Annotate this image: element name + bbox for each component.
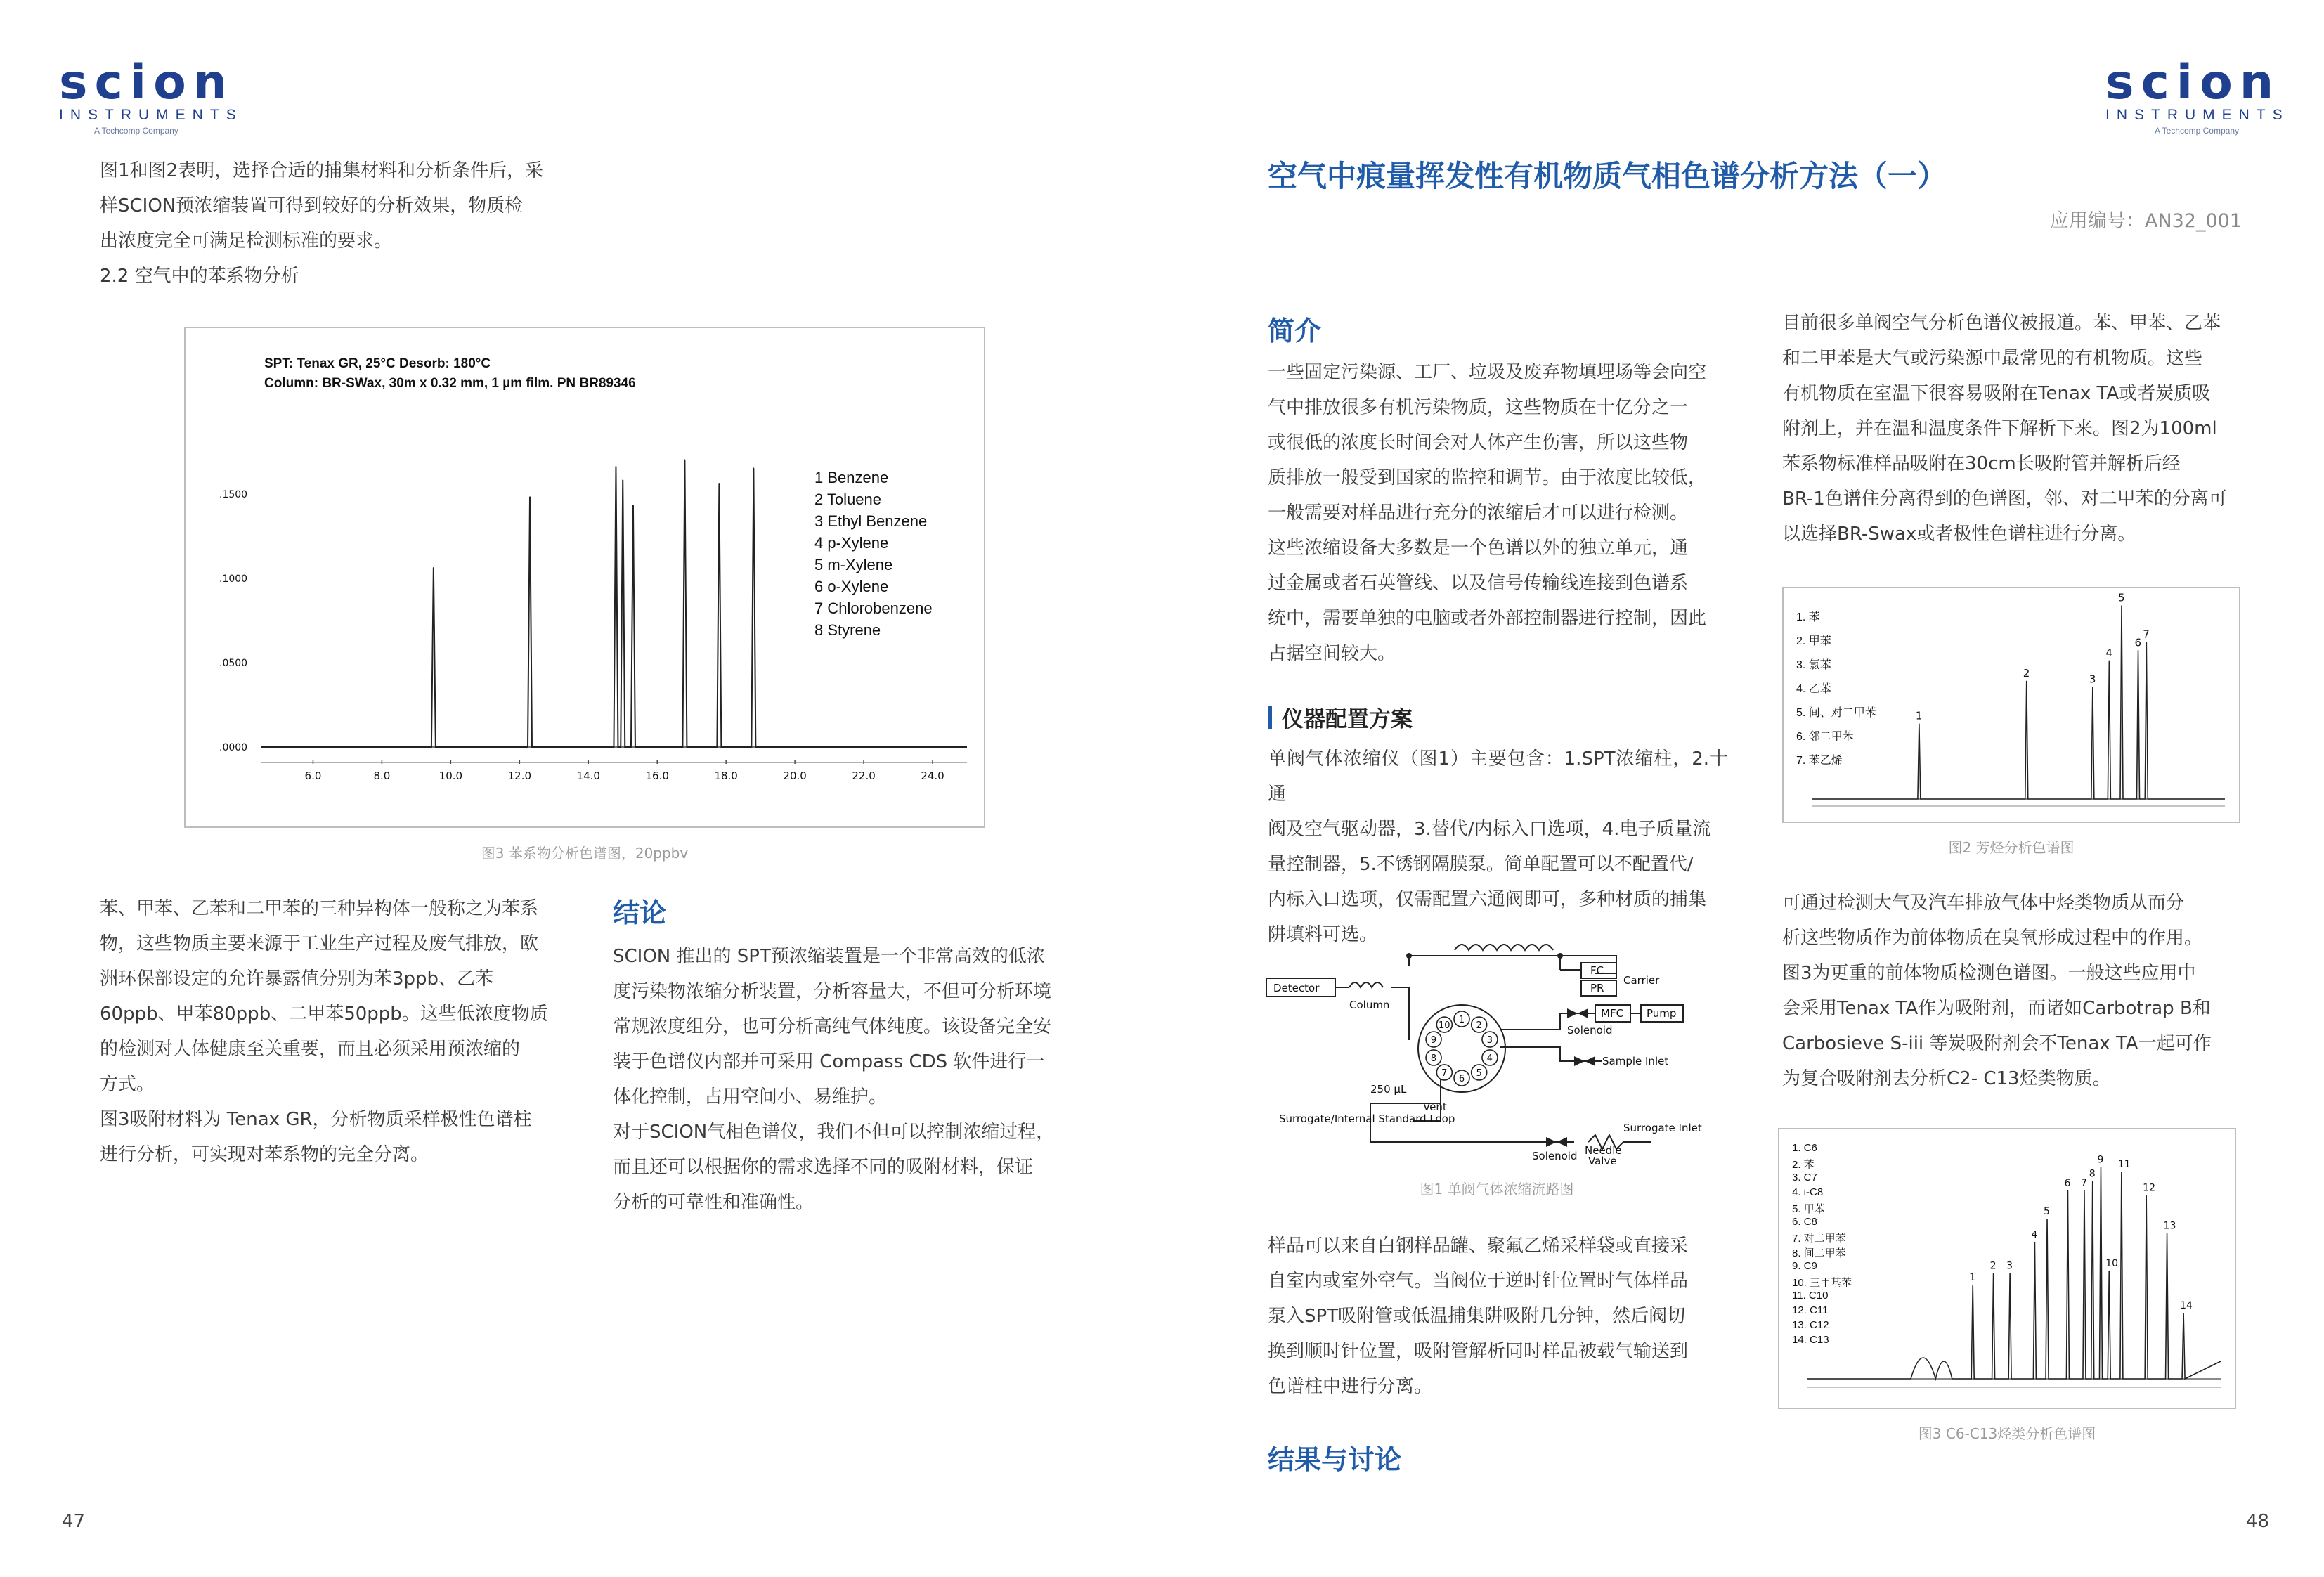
peak-point — [632, 505, 634, 506]
valve-port-number: 10 — [1439, 1020, 1450, 1032]
text-line: 目前很多单阀空气分析色谱仪被报道。苯、甲苯、乙苯 — [1782, 313, 2221, 334]
intro-heading: 简介 — [1268, 316, 1322, 346]
text-line: 以选择BR-Swax或者极性色谱柱进行分离。 — [1782, 524, 2136, 545]
peak-label: 5 — [2044, 1206, 2050, 1218]
text-line: Carbosieve S-iii 等炭吸附剂会不Tenax TA一起可作 — [1782, 1033, 2212, 1054]
right-column-2b — [1782, 885, 2242, 1096]
legend-item: 4. i-C8 — [1792, 1186, 1824, 1198]
legend-item: 2 Toluene — [814, 491, 882, 508]
hydrocarbon-chromatogram-figure — [1778, 1128, 2236, 1409]
chromatogram-trace — [1812, 606, 2225, 800]
legend-item: 13. C12 — [1792, 1319, 1829, 1331]
y-tick-label: .0000 — [219, 742, 248, 753]
text-line: 60ppb、甲苯80ppb、二甲苯50ppb。这些低浓度物质 — [100, 1004, 548, 1025]
peak-label: 6 — [2064, 1178, 2071, 1189]
legend-item: 5. 间、对二甲苯 — [1796, 707, 1876, 719]
legend-item: 3. C7 — [1792, 1172, 1817, 1183]
left-intro — [100, 153, 578, 294]
carrier-label: Carrier — [1623, 974, 1660, 987]
x-tick-label: 18.0 — [714, 770, 738, 782]
peak-point — [719, 483, 720, 484]
text-line: 泵入SPT吸附管或低温捕集阱吸附几分钟，然后阀切 — [1268, 1306, 1686, 1327]
valve-port-number: 8 — [1430, 1053, 1437, 1064]
peak-label: 13 — [2163, 1220, 2176, 1232]
text-line: 出浓度完全可满足检测标准的要求。 — [100, 231, 393, 252]
text-line: 这些浓缩设备大多数是一个色谱以外的独立单元，通 — [1268, 538, 1689, 559]
peak-label: 1 — [1915, 709, 1923, 722]
peak-label: 12 — [2143, 1182, 2155, 1194]
text-line: 一般需要对样品进行充分的浓缩后才可以进行检测。 — [1268, 502, 1689, 524]
text-line: 换到顺时针位置，吸附管解析同时样品被载气输送到 — [1268, 1341, 1689, 1362]
legend-item: 7 Chlorobenzene — [814, 599, 933, 617]
peak-label: 6 — [2134, 636, 2142, 649]
column-label: Column — [1349, 999, 1390, 1011]
text-line: 为复合吸附剂去分析C2- C13烃类物质。 — [1782, 1068, 2111, 1089]
peak-label: 10 — [2105, 1257, 2119, 1269]
config-heading: 仪器配置方案 — [1282, 707, 1413, 732]
text-line: 一些固定污染源、工厂、垃圾及废弃物填埋场等会向空 — [1268, 362, 1707, 383]
text-line: 阀及空气驱动器，3.替代/内标入口选项，4.电子质量流 — [1268, 819, 1711, 840]
legend-item: 4 p-Xylene — [814, 534, 889, 552]
peak-label: 5 — [2118, 591, 2125, 604]
text-line: 自室内或室外空气。当阀位于逆时针位置时气体样品 — [1268, 1271, 1689, 1292]
x-tick-label: 12.0 — [507, 770, 532, 782]
legend-item: 6. C8 — [1792, 1216, 1817, 1228]
intro-text — [1268, 355, 1728, 671]
x-tick-label: 16.0 — [645, 770, 669, 782]
results-heading: 结果与讨论 — [1268, 1444, 1402, 1475]
text-line: 的检测对人体健康至关重要，而且必须采用预浓缩的 — [100, 1039, 521, 1060]
legend-item: 6. 邻二甲苯 — [1796, 731, 1854, 743]
x-tick-label: 24.0 — [921, 770, 944, 782]
legend-item: 7. 对二甲苯 — [1792, 1233, 1846, 1245]
y-tick-label: .1000 — [219, 573, 248, 585]
benzene-chromatogram-figure — [184, 327, 985, 828]
peak-label: 11 — [2117, 1159, 2131, 1171]
text-line: 进行分析，可实现对苯系物的完全分离。 — [100, 1144, 429, 1165]
valve-port-number: 3 — [1486, 1035, 1493, 1046]
legend-item: 1. 苯 — [1796, 611, 1820, 623]
peak-label: 8 — [2089, 1168, 2096, 1180]
peak-label: 1 — [1969, 1272, 1976, 1283]
valve-port-number: 5 — [1476, 1067, 1482, 1079]
volume-label: 250 µL — [1370, 1083, 1407, 1096]
valve-label: Valve — [1588, 1155, 1617, 1167]
legend-item: 3 Ethyl Benzene — [814, 512, 928, 530]
y-tick-label: .1500 — [219, 489, 248, 500]
application-number: 应用编号：AN32_001 — [2049, 210, 2242, 232]
text-line: 对于SCION气相色谱仪，我们不但可以控制浓缩过程， — [613, 1122, 1055, 1143]
text-line: 可通过检测大气及汽车排放气体中烃类物质从而分 — [1782, 893, 2185, 914]
left-column-2 — [613, 939, 1070, 1220]
text-line: 物，这些物质主要来源于工业生产过程及废气排放，欧 — [100, 933, 539, 954]
text-line: 图3为更重的前体物质检测色谱图。一般这些应用中 — [1782, 963, 2196, 984]
legend-item: 2. 甲苯 — [1796, 635, 1831, 647]
logo-tagline: A Techcomp Company — [2155, 126, 2239, 136]
valve-port-number: 9 — [1430, 1035, 1437, 1046]
y-tick-label: .0500 — [219, 658, 248, 669]
text-line: 和二甲苯是大气或污染源中最常见的有机物质。这些 — [1782, 348, 2203, 369]
logo-wordmark: scion — [59, 55, 235, 110]
text-line: 2.2 空气中的苯系物分析 — [100, 266, 299, 287]
chromatogram-trace — [1807, 1167, 2221, 1380]
left-column-1 — [100, 891, 555, 1172]
valve-port-number: 6 — [1458, 1074, 1465, 1084]
legend-item: 2. 苯 — [1792, 1159, 1815, 1171]
legend-item: 1. C6 — [1792, 1142, 1817, 1154]
text-line: 样SCION预浓缩装置可得到较好的分析效果，物质检 — [100, 195, 524, 216]
text-line: 苯、甲苯、乙苯和二甲苯的三种异构体一般称之为苯系 — [100, 898, 539, 919]
solenoid-label: Solenoid — [1567, 1024, 1613, 1037]
page-number-right: 48 — [2246, 1511, 2270, 1532]
chart-legend — [814, 469, 976, 651]
logo-name: INSTRUMENTS — [2105, 107, 2290, 123]
detector-label: Detector — [1273, 982, 1320, 994]
peak-label: 2 — [2023, 666, 2030, 680]
hydrocarbon-chromatogram-chart — [1779, 1129, 2235, 1408]
peak-label: 3 — [2089, 673, 2096, 686]
legend-item: 7. 苯乙烯 — [1796, 755, 1843, 767]
config-heading-bar — [1268, 706, 1272, 729]
config-text — [1268, 741, 1728, 952]
solenoid-label-2: Solenoid — [1532, 1150, 1578, 1162]
legend-item: 5. 甲苯 — [1792, 1203, 1825, 1215]
x-tick-label: 22.0 — [852, 770, 876, 782]
figure-caption: 图3 C6-C13烃类分析色谱图 — [1918, 1425, 2096, 1442]
valve-port-number: 7 — [1441, 1067, 1448, 1079]
legend-item: 12. C11 — [1792, 1304, 1829, 1316]
text-line: 装于色谱仪内部并可采用 Compass CDS 软件进行一 — [613, 1051, 1045, 1072]
line-top — [1409, 956, 1560, 970]
figure-caption: 图2 芳烃分析色谱图 — [1948, 839, 2075, 856]
text-line: 过金属或者石英管线、以及信号传输线连接到色谱系 — [1268, 573, 1689, 594]
peak-label: 2 — [1989, 1260, 1997, 1272]
legend-item: 10. 三甲基苯 — [1792, 1277, 1852, 1289]
text-line: 会采用Tenax TA作为吸附剂，而诸如Carbotrap B和 — [1782, 998, 2211, 1019]
valve-port-number: 1 — [1458, 1015, 1465, 1025]
logo-name: INSTRUMENTS — [59, 107, 243, 123]
peak-point — [529, 496, 531, 498]
x-tick-label: 20.0 — [783, 770, 807, 782]
x-tick-label: 6.0 — [304, 770, 322, 782]
peak-label: 7 — [2080, 1178, 2087, 1189]
needle-label: Needle — [1585, 1144, 1622, 1157]
peak-label: 4 — [2105, 646, 2112, 659]
text-line: 气中排放很多有机污染物质，这些物质在十亿分之一 — [1268, 397, 1689, 418]
flow-path-diagram — [1265, 935, 1729, 1167]
right-column-2 — [1782, 306, 2242, 552]
peak-label: 14 — [2180, 1300, 2193, 1312]
aromatics-chromatogram-figure — [1782, 587, 2240, 823]
loop-label: Surrogate/Internal Standard Loop — [1279, 1112, 1455, 1125]
text-line: 或很低的浓度长时间会对人体产生伤害，所以这些物 — [1268, 432, 1689, 453]
text-line: 附剂上，并在温和温度条件下解析下来。图2为100ml — [1782, 418, 2217, 439]
text-line: 质排放一般受到国家的监控和调节。由于浓度比较低， — [1268, 467, 1707, 488]
scion-logo-left — [59, 55, 243, 136]
peak-point — [616, 466, 617, 467]
x-tick-label: 10.0 — [439, 770, 463, 782]
legend-item: 3. 氯苯 — [1796, 659, 1831, 671]
figure-header-1: SPT: Tenax GR, 25°C Desorb: 180°C — [264, 356, 491, 371]
sample-inlet-label: Sample Inlet — [1602, 1055, 1669, 1067]
peak-label: 3 — [2006, 1260, 2013, 1272]
figure-header-2: Column: BR-SWax, 30m x 0.32 mm, 1 µm film. PN BR89346 — [264, 376, 636, 391]
text-line: 图1和图2表明，选择合适的捕集材料和分析条件后，采 — [100, 160, 544, 181]
x-tick-label: 8.0 — [373, 770, 391, 782]
logo-tagline: A Techcomp Company — [94, 126, 178, 136]
legend-item: 6 o-Xylene — [814, 578, 889, 595]
page-title: 空气中痕量挥发性有机物质气相色谱分析方法（一） — [1268, 159, 1947, 193]
legend-item: 4. 乙苯 — [1796, 683, 1831, 695]
text-line: 度污染物浓缩分析装置，分析容量大，不但可分析环境 — [613, 981, 1052, 1002]
fc-label: FC — [1590, 964, 1604, 977]
peak-label: 7 — [2143, 628, 2150, 641]
text-line: 洲环保部设定的允许暴露值分别为苯3ppb、乙苯 — [100, 968, 494, 989]
valve-port-number: 4 — [1486, 1053, 1493, 1064]
surrogate-inlet-label: Surrogate Inlet — [1623, 1122, 1702, 1134]
sample-text — [1268, 1228, 1728, 1404]
peak-point — [433, 567, 434, 569]
valve-ports — [1426, 1011, 1498, 1086]
pr-label: PR — [1590, 982, 1604, 994]
legend-item: 8 Styrene — [814, 621, 881, 639]
legend-item: 1 Benzene — [814, 469, 889, 486]
text-line: 占据空间较大。 — [1268, 643, 1396, 664]
text-line: 常规浓度组分，也可分析高纯气体纯度。该设备完全安 — [613, 1016, 1052, 1037]
x-tick-label: 14.0 — [576, 770, 600, 782]
pump-label: Pump — [1647, 1007, 1677, 1020]
text-line: 单阀气体浓缩仪（图1）主要包含：1.SPT浓缩柱，2.十通 — [1268, 748, 1728, 805]
text-line: BR-1色谱住分离得到的色谱图，邻、对二甲苯的分离可 — [1782, 488, 2227, 510]
text-line: 阱填料可选。 — [1268, 924, 1378, 945]
text-line: 量控制器，5.不锈钢隔膜泵。简单配置可以不配置代/ — [1268, 854, 1694, 875]
peak-label: 9 — [2097, 1154, 2104, 1166]
page-number-left: 47 — [62, 1511, 86, 1532]
text-line: 方式。 — [100, 1074, 155, 1095]
text-line: 色谱柱中进行分离。 — [1268, 1376, 1433, 1397]
legend-item: 8. 间二甲苯 — [1792, 1247, 1846, 1259]
logo-wordmark: scion — [2105, 55, 2281, 110]
text-line: 而且还可以根据你的需求选择不同的吸附材料，保证 — [613, 1157, 1034, 1178]
peak-point — [753, 467, 755, 469]
conclusion-heading: 结论 — [613, 897, 667, 928]
text-line: 统中，需要单独的电脑或者外部控制器进行控制，因此 — [1268, 608, 1707, 629]
column-coil — [1349, 982, 1383, 987]
figure-caption: 图1 单阀气体浓缩流路图 — [1420, 1181, 1574, 1198]
figure-caption: 图3 苯系物分析色谱图，20ppbv — [481, 845, 689, 862]
text-line: 内标入口选项，仅需配置六通阀即可，多种材质的捕集 — [1268, 889, 1707, 910]
text-line: 样品可以来自白钢样品罐、聚氟乙烯采样袋或直接采 — [1268, 1235, 1689, 1257]
legend-item: 5 m-Xylene — [814, 556, 893, 573]
scion-logo-right — [2105, 55, 2290, 136]
legend-item: 9. C9 — [1792, 1260, 1817, 1272]
text-line: 苯系物标准样品吸附在30cm长吸附管并解析后经 — [1782, 453, 2181, 474]
text-line: 有机物质在室温下很容易吸附在Tenax TA或者炭质吸 — [1782, 383, 2211, 404]
legend-item: 11. C10 — [1792, 1290, 1829, 1302]
mfc-label: MFC — [1601, 1007, 1624, 1020]
text-line: 图3吸附材料为 Tenax GR，分析物质采样极性色谱柱 — [100, 1109, 532, 1130]
peak-point — [622, 479, 623, 481]
text-line: 体化控制，占用空间小、易维护。 — [613, 1086, 888, 1108]
coil-top — [1455, 945, 1553, 950]
text-line: 分析的可靠性和准确性。 — [613, 1192, 814, 1213]
text-line: SCION 推出的 SPT预浓缩装置是一个非常高效的低浓 — [613, 946, 1045, 967]
vent-label: Vent — [1423, 1101, 1447, 1113]
valve-port-number: 2 — [1476, 1020, 1482, 1032]
peak-label: 4 — [2031, 1229, 2038, 1241]
text-line: 析这些物质作为前体物质在臭氧形成过程中的作用。 — [1782, 928, 2203, 949]
legend-item: 14. C13 — [1792, 1334, 1829, 1346]
peak-point — [684, 459, 686, 460]
